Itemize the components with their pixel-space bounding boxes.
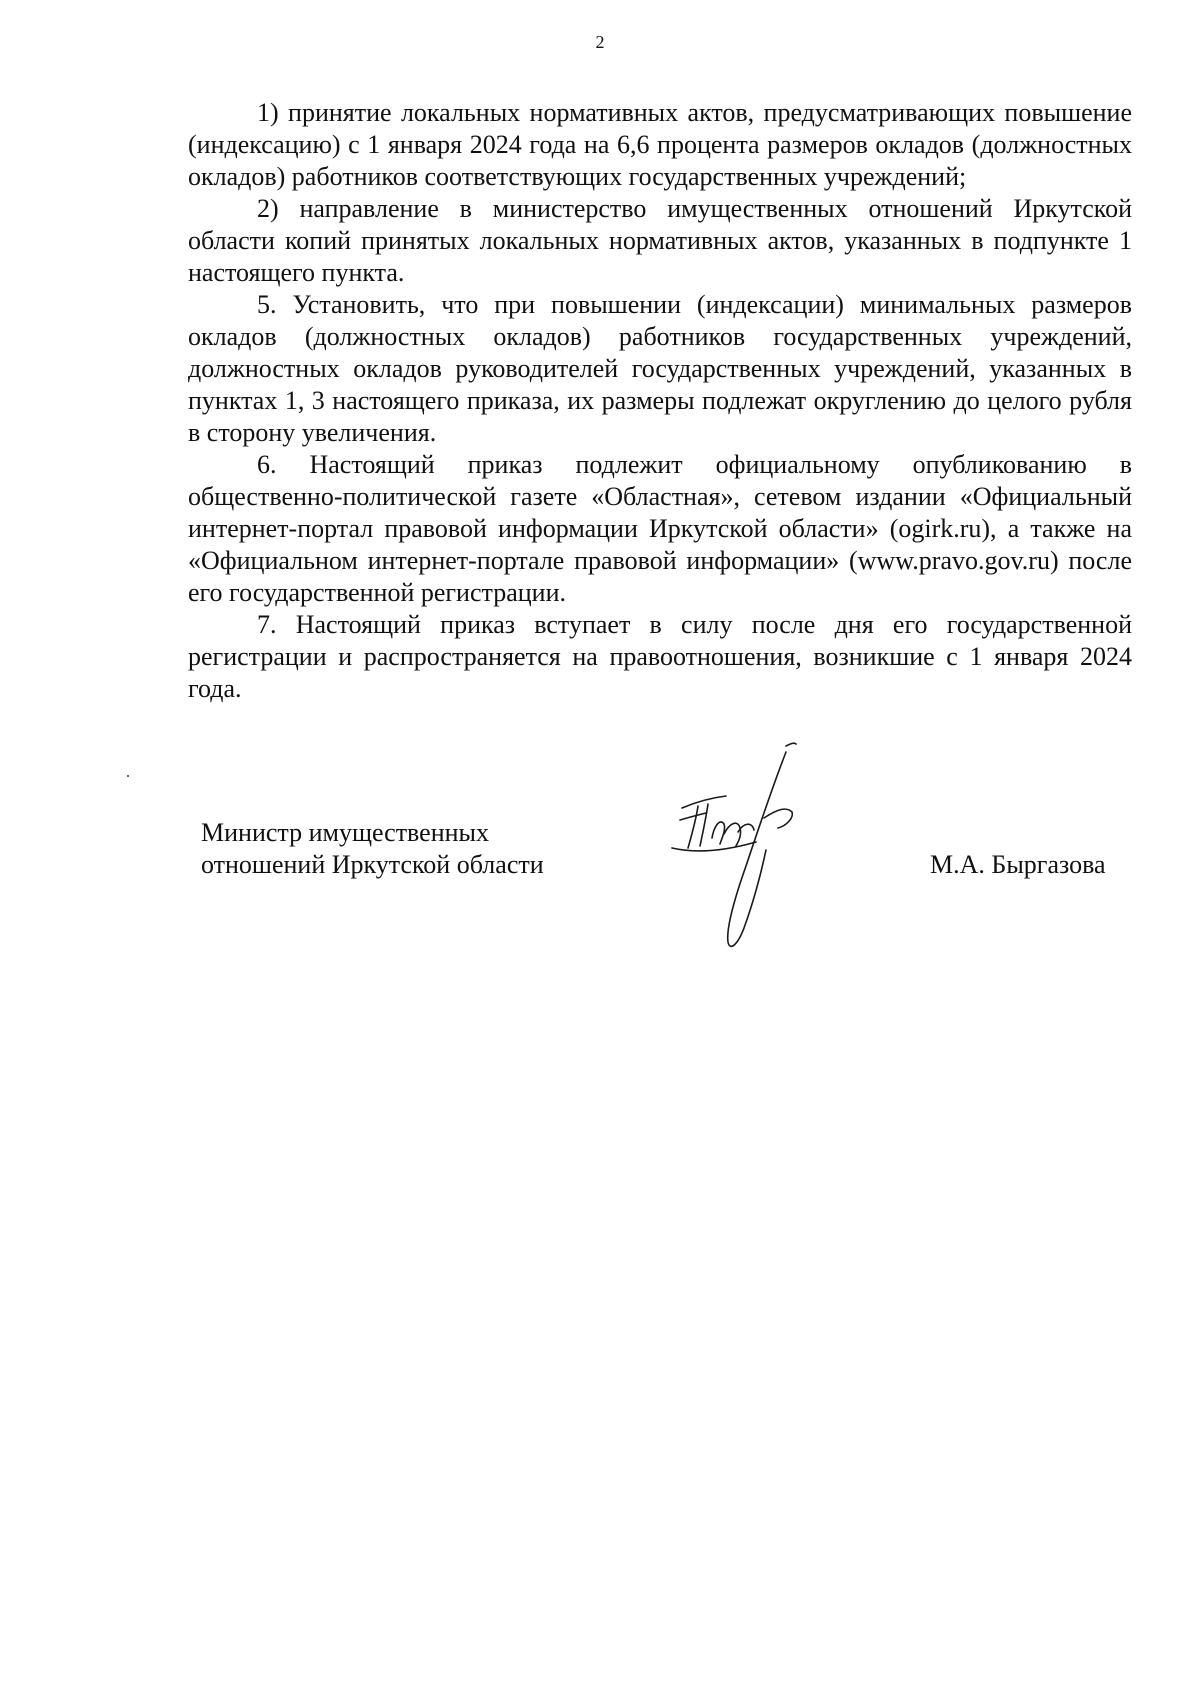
paragraph-item-7: 7. Настоящий приказ вступает в силу после дня его государственной регистрации и распространяется на правоотношения, возникшие с 1 января 2024 года. <box>188 610 1132 703</box>
signer-title-line-1: Министр имущественных <box>201 818 490 847</box>
page-number: 2 <box>595 32 605 52</box>
signer-title <box>201 817 544 881</box>
paragraph-item-6: 6. Настоящий приказ подлежит официальному опубликованию в общественно-политической газете «Областная», сетевом издании «Официальный интернет-портал правовой информации Иркутской области» (ogirk.ru), а также на «Официальном интернет-портале правовой информации» (www.pravo.gov.ru) после его государственной регистрации. <box>188 450 1132 607</box>
paragraph-subitem-1: 1) принятие локальных нормативных актов, предусматривающих повышение (индексацию) с 1 января 2024 года на 6,6 процента размеров окладов (должностных окладов) работников соответствующих государственных учреждений; <box>188 98 1132 191</box>
handwritten-signature-icon <box>668 738 858 958</box>
paragraph-subitem-2: 2) направление в министерство имущественных отношений Иркутской области копий принятых локальных нормативных актов, указанных в подпункте 1 настоящего пункта. <box>188 194 1132 287</box>
scan-speck <box>127 775 129 777</box>
signer-title-line-2: отношений Иркутской области <box>201 850 544 879</box>
paragraph-item-5: 5. Установить, что при повышении (индексации) минимальных размеров окладов (должностных окладов) работников государственных учреждений, должностных окладов руководителей государственных учреждений, указанных в пунктах 1, 3 настоящего приказа, их размеры подлежат округлению до целого рубля в сторону увеличения. <box>188 290 1132 447</box>
document-body <box>188 97 1132 705</box>
signer-name: М.А. Быргазова <box>930 850 1106 879</box>
